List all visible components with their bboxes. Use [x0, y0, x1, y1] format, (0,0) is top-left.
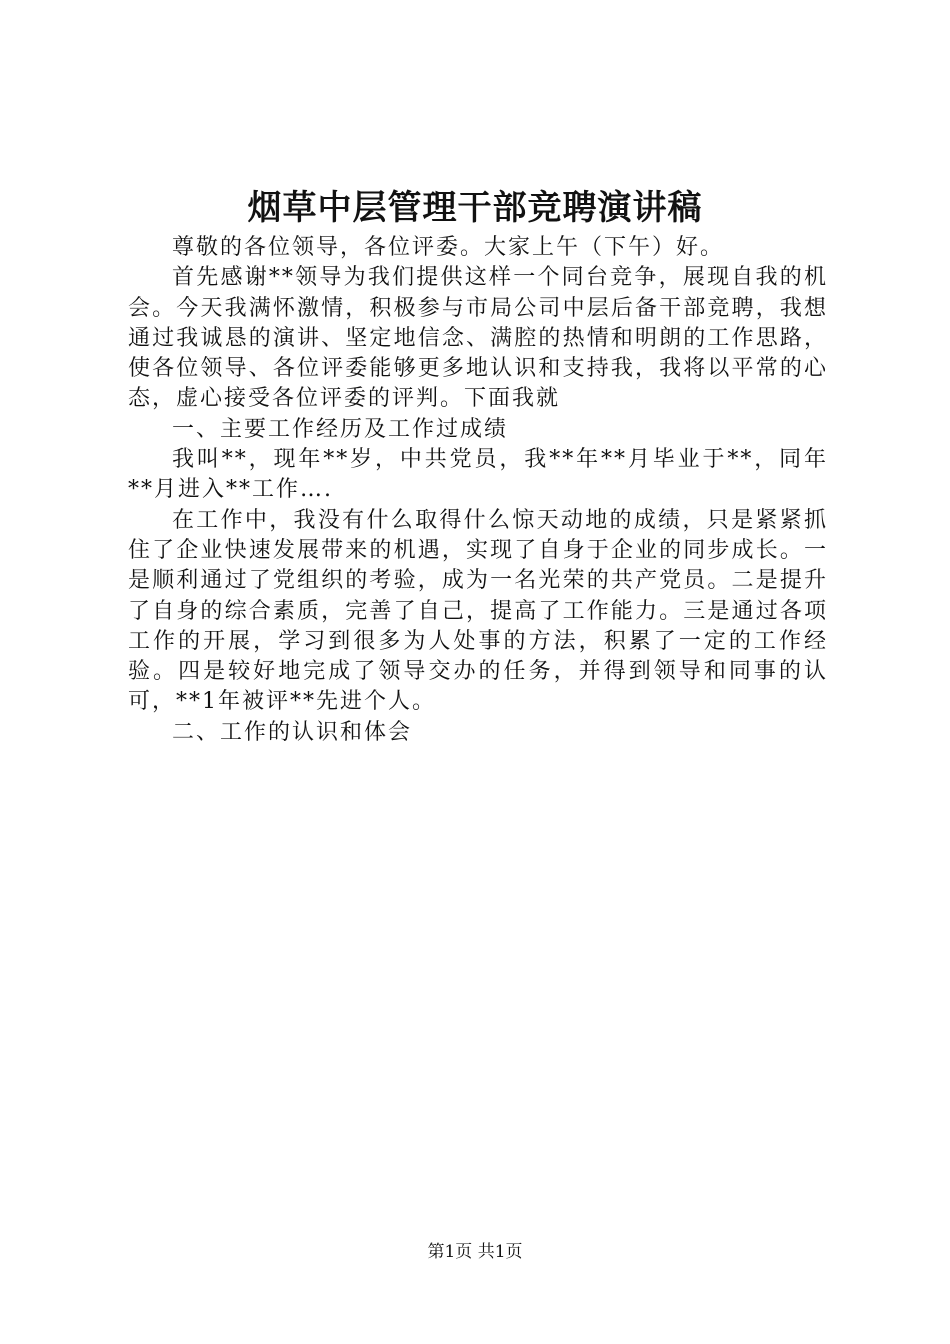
- document-title: 烟草中层管理干部竞聘演讲稿: [247, 188, 703, 228]
- document-body: [128, 233, 828, 748]
- personal-info-paragraph: 我叫**，现年**岁，中共党员，我**年**月毕业于**，同年**月进入**工作….: [128, 447, 828, 503]
- intro-paragraph: 首先感谢**领导为我们提供这样一个同台竞争，展现自我的机会。今天我满怀激情，积极参与市局公司中层后备干部竞聘，我想通过我诚恳的演讲、坚定地信念、满腔的热情和明朗的工作思路，使各位领导、各位评委能够更多地认识和支持我，我将以平常的心态，虚心接受各位评委的评判。下面我就: [128, 265, 828, 412]
- greeting-paragraph: 尊敬的各位领导，各位评委。大家上午（下午）好。: [172, 235, 725, 260]
- page-footer: 第1页 共1页: [427, 1242, 523, 1262]
- section-heading-understanding: 二、工作的认识和体会: [172, 719, 413, 745]
- achievements-paragraph: 在工作中，我没有什么取得什么惊天动地的成绩，只是紧紧抓住了企业快速发展带来的机遇，实现了自身于企业的同步成长。一是顺利通过了党组织的考验，成为一名光荣的共产党员。二是提升了自身的综合素质，完善了自己，提高了工作能力。三是通过各项工作的开展，学习到很多为人处事的方法，积累了一定的工作经验。四是较好地完成了领导交办的任务，并得到领导和同事的认可，**1年被评**先进个人。: [128, 507, 828, 715]
- section-heading-experience: 一、主要工作经历及工作过成绩: [172, 416, 509, 442]
